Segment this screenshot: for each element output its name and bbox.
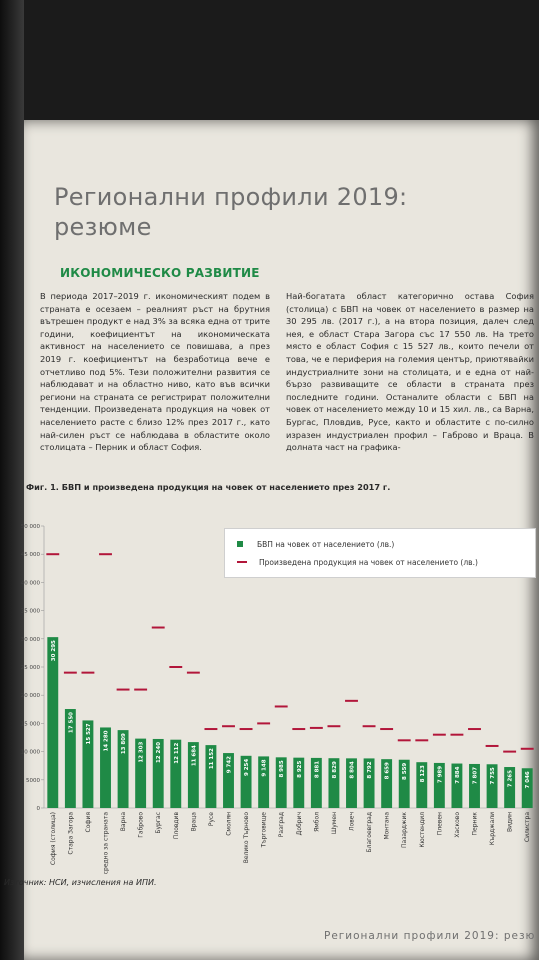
bar-value-label: 13 809 — [121, 733, 128, 755]
x-category-label: Смолян — [225, 812, 233, 836]
bar-value-label: 8 792 — [367, 761, 374, 779]
bar-value-label: 8 659 — [384, 762, 391, 780]
y-tick-label: 30 000 — [20, 636, 40, 643]
x-category-label: Монтана — [383, 812, 391, 840]
page-title — [54, 182, 534, 242]
x-category-label: Габрово — [137, 812, 145, 838]
x-category-label: Хасково — [453, 812, 461, 838]
x-category-label: Търговище — [260, 812, 268, 848]
x-category-label: София (столица) — [49, 812, 57, 866]
x-category-label: средно за страната — [102, 812, 110, 875]
bar-value-label: 12 240 — [156, 741, 163, 764]
x-category-label: Велико Търново — [243, 812, 251, 864]
x-category-label: Кърджали — [489, 812, 497, 846]
legend-label-output: Произведена продукция на човек от населението (лв.) — [259, 557, 478, 567]
bar-value-label: 8 985 — [279, 760, 286, 778]
y-tick-label: 10 000 — [20, 749, 40, 756]
x-category-label: Варна — [120, 812, 128, 832]
bar-value-label: 7 807 — [472, 766, 479, 785]
x-category-label: Силистра — [524, 812, 532, 843]
bar-value-label: 11 152 — [208, 748, 215, 770]
x-category-label: Перник — [471, 812, 479, 836]
legend-swatch-bar — [237, 541, 243, 547]
figure-caption: Фиг. 1. БВП и произведена продукция на човек от населението през 2017 г. — [26, 482, 391, 492]
section-heading: ИКОНОМИЧЕСКО РАЗВИТИЕ — [60, 266, 260, 280]
x-category-label: Пловдив — [172, 812, 180, 840]
x-category-label: Плевен — [436, 812, 444, 836]
legend-label-gdp: БВП на човек от населението (лв.) — [257, 539, 395, 549]
bar — [47, 637, 58, 808]
bar-value-label: 11 684 — [191, 745, 198, 767]
legend-swatch-line — [237, 561, 247, 563]
x-category-label: Стара Загора — [67, 812, 75, 855]
page-title-line1: Регионални профили 2019: — [54, 183, 408, 211]
x-category-label: Видин — [506, 812, 514, 832]
y-tick-label: 40 000 — [20, 580, 40, 587]
bar-value-label: 8 559 — [402, 762, 409, 780]
y-tick-label: 45 000 — [20, 552, 40, 559]
bar-value-label: 7 265 — [507, 770, 514, 788]
x-category-label: Ямбол — [313, 812, 321, 832]
x-category-label: Ловеч — [348, 812, 356, 831]
legend-item-gdp — [237, 537, 394, 551]
book-spine — [0, 0, 24, 960]
bar-value-label: 15 527 — [85, 723, 92, 745]
bar-value-label: 8 925 — [296, 760, 303, 778]
x-category-label: Русе — [207, 812, 215, 827]
bar-value-label: 17 550 — [68, 712, 75, 734]
y-tick-label: 25 000 — [20, 665, 40, 671]
bar-value-label: 14 280 — [103, 730, 110, 752]
x-category-label: Благоевград — [366, 812, 374, 853]
x-category-label: Враца — [190, 812, 198, 832]
page-footer: Регионални профили 2019: резю — [324, 930, 536, 942]
bar-value-label: 7 884 — [454, 766, 461, 784]
book-page — [4, 120, 539, 960]
y-tick-label: 35 000 — [20, 608, 40, 615]
bar-value-label: 9 148 — [261, 759, 268, 777]
bar-value-label: 12 303 — [138, 741, 145, 763]
bar-value-label: 8 123 — [419, 765, 426, 783]
x-category-label: Пазарджик — [401, 812, 409, 848]
bar-value-label: 9 742 — [226, 756, 233, 774]
bar-value-label: 7 046 — [525, 771, 532, 789]
bar-value-label: 8 804 — [349, 761, 356, 779]
chart-legend — [224, 528, 536, 578]
bar-value-label: 8 881 — [314, 760, 321, 779]
x-category-label: Добрич — [295, 812, 303, 836]
bar-value-label: 8 829 — [331, 761, 338, 779]
x-category-label: Шумен — [330, 812, 338, 835]
legend-item-output — [237, 555, 478, 569]
x-category-label: София — [84, 812, 92, 833]
y-tick-label: 50 000 — [20, 524, 40, 530]
y-tick-label: 5000 — [26, 777, 40, 784]
bar-value-label: 30 295 — [50, 640, 57, 662]
bar-value-label: 9 254 — [244, 758, 251, 777]
x-category-label: Бургас — [155, 812, 163, 834]
body-text-left: В периода 2017–2019 г. икономическият подем в страната е осезаем – реалният ръст на брутния вътрешен продукт е над 3% за всяка една от трите години, коефициентът на икономическата активност на населението се повишава, а през 2019 г. коефициентът на безработица вече е отчетливо под 5%. Тези положителни развития се наблюдават и на областно ниво, като във всички региони на страната се регистрират положителни тенденции. Произведената продукция на човек от населението расте с близо 12% през 2017 г., като най-силен ръст се наблюдава в областите около столицата – Перник и област София. — [40, 291, 270, 453]
x-category-label: Кюстендил — [418, 812, 426, 848]
body-text-right: Най-богатата област категорично остава София (столица) с БВП на човек от населението в размер на 30 295 лв. (2017 г.), а на втора позиция, далеч след нея, е област Стара Загора със 17 550 лв. На трето място е област София с 15 527 лв., които печели от това, че е периферия на големия център, приютявайки индустриалните зони на столицата, и е една от най-бързо развиващите се области в страната през последните години. Останалите области с БВП на човек от населението между 10 и 15 хил. лв., са Варна, Бургас, Пловдив, Русе, както и областите с по-силно изразен индустриален профил – Габрово и Враца. В долната част на графика- — [286, 291, 534, 453]
page-title-line2: резюме — [54, 213, 152, 241]
figure-source: Източник: НСИ, изчисления на ИПИ. — [4, 878, 157, 887]
bar-value-label: 7 755 — [490, 767, 497, 785]
y-tick-label: 15 000 — [20, 721, 40, 728]
y-tick-label: 20 000 — [20, 693, 40, 700]
bar-value-label: 7 989 — [437, 765, 444, 784]
x-category-label: Разград — [278, 812, 286, 838]
bar-value-label: 12 112 — [173, 742, 180, 764]
y-tick-label: 0 — [36, 806, 40, 812]
